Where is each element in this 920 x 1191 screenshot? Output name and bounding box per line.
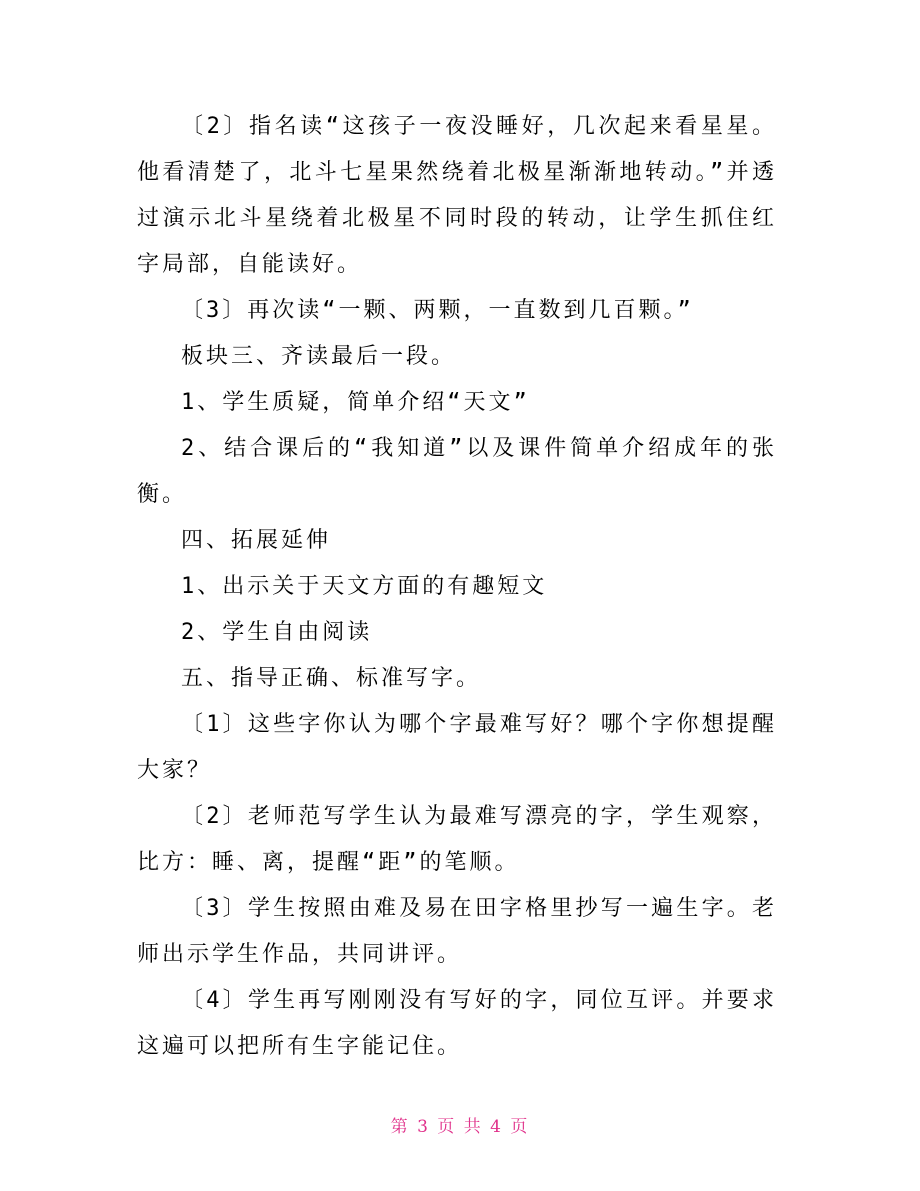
page-number-footer: 第 3 页 共 4 页 [390,1117,530,1137]
paragraph-writing-3: 〔3〕学生按照由难及易在田字格里抄写一遍生字。老师出示学生作品，共同讲评。 [137,896,777,967]
document-body [137,104,777,1070]
paragraph-writing-4: 〔4〕学生再写刚刚没有写好的字，同位互评。并要求这遍可以把所有生字能记住。 [137,988,777,1059]
paragraph-questions: 1、学生质疑，简单介绍“天文” [181,390,530,415]
paragraph-writing-2: 〔2〕老师范写学生认为最难写漂亮的字，学生观察，比方：睡、离，提醒“距”的笔顺。 [137,804,777,875]
paragraph-short-text: 1、出示关于天文方面的有趣短文 [181,574,548,599]
heading-writing-guidance: 五、指导正确、标准写字。 [181,666,482,691]
heading-extension: 四、拓展延伸 [181,528,332,553]
paragraph-guided-reading-2: 〔2〕指名读“这孩子一夜没睡好，几次起来看星星。他看清楚了，北斗七星果然绕着北极星渐渐地转动。”并透过演示北斗星绕着北极星不同时段的转动，让学生抓住红字局部，自能读好。 [137,114,777,277]
paragraph-writing-1: 〔1〕这些字你认为哪个字最难写好？哪个字你想提醒大家？ [137,712,777,783]
paragraph-free-reading: 2、学生自由阅读 [181,620,373,645]
paragraph-zhang-heng: 2、结合课后的“我知道”以及课件简单介绍成年的张衡。 [137,436,777,507]
paragraph-section-three: 板块三、齐读最后一段。 [181,344,457,369]
paragraph-reread-3: 〔3〕再次读“一颗、两颗，一直数到几百颗。” [181,298,694,323]
